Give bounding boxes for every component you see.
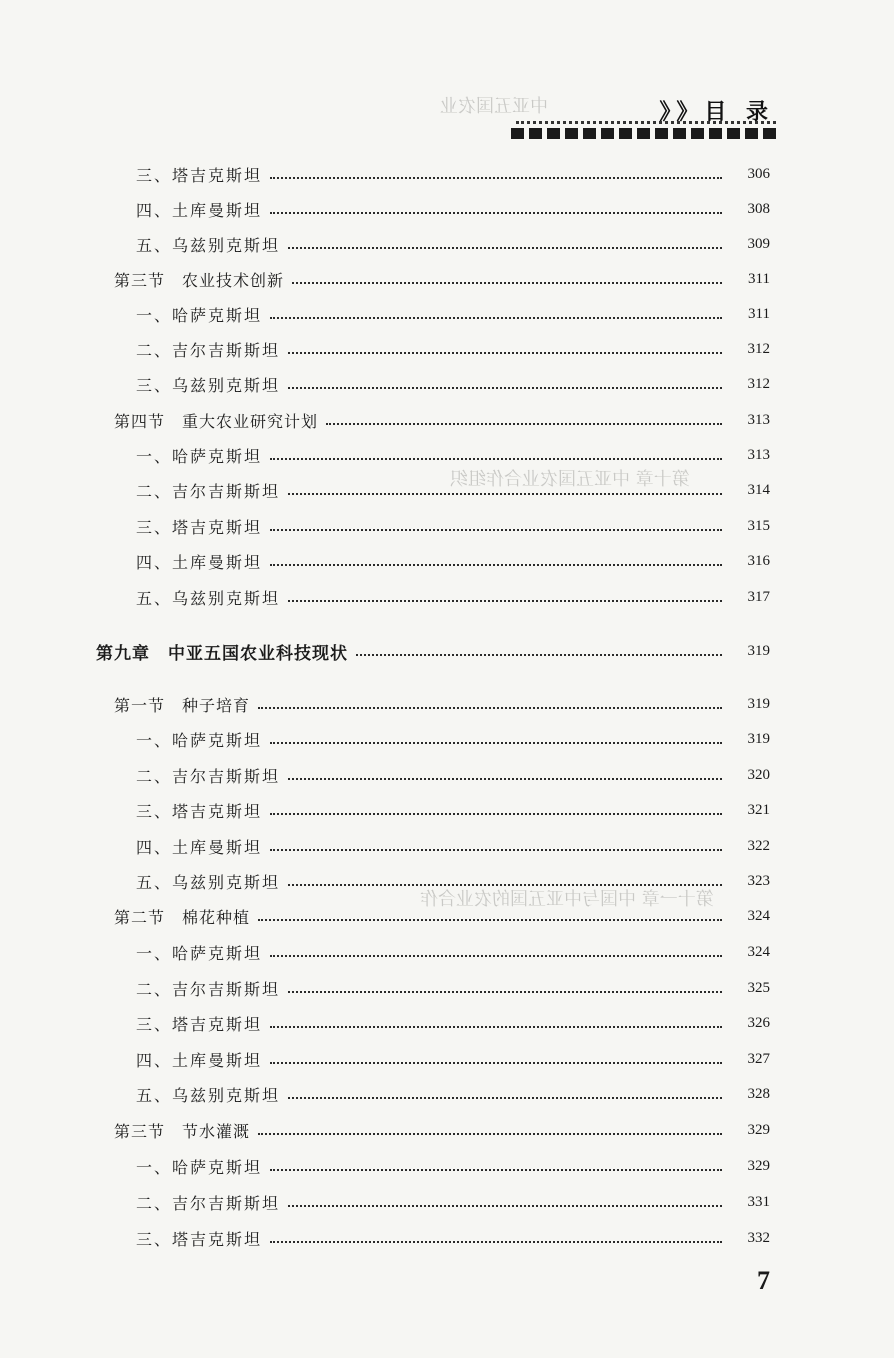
bleed-through-text: 第十章 中亚五国农业合作组织 — [450, 469, 690, 490]
toc-sub-entry — [0, 300, 894, 328]
dot-leader — [288, 778, 722, 780]
toc-entry-page: 313 — [747, 446, 770, 463]
header-title: 》》目 录 — [659, 100, 774, 125]
toc-entry-title: 三、塔吉克斯坦 — [136, 1014, 263, 1034]
toc-sub-entry — [0, 195, 894, 223]
dot-leader — [288, 991, 722, 993]
running-header — [659, 95, 774, 126]
dot-leader — [270, 849, 722, 851]
toc-sub-entry — [0, 583, 894, 611]
dot-leader — [270, 177, 722, 179]
toc-entry-title: 第一节 种子培育 — [114, 695, 251, 715]
dot-leader — [288, 493, 722, 495]
toc-entry-title: 一、哈萨克斯坦 — [136, 446, 263, 466]
toc-entry-page: 331 — [747, 1193, 770, 1210]
bleed-through-text: 中亚五国农业 — [440, 96, 548, 117]
toc-entry-page: 308 — [747, 200, 770, 217]
dot-leader — [288, 1205, 722, 1207]
toc-entry-page: 324 — [747, 943, 770, 960]
toc-sub-entry — [0, 1188, 894, 1216]
toc-entry-page: 306 — [747, 165, 770, 182]
toc-entry-title: 四、土库曼斯坦 — [136, 200, 263, 220]
toc-sub-entry — [0, 230, 894, 258]
toc-sub-entry — [0, 441, 894, 469]
toc-entry-title: 一、哈萨克斯坦 — [136, 730, 263, 750]
toc-entry-page: 309 — [747, 235, 770, 252]
toc-sub-entry — [0, 476, 894, 504]
dot-leader — [270, 742, 722, 744]
dot-leader — [292, 282, 722, 284]
toc-entry-page: 312 — [747, 375, 770, 392]
toc-entry-title: 二、吉尔吉斯斯坦 — [136, 979, 281, 999]
toc-entry-page: 328 — [747, 1085, 770, 1102]
toc-section-entry — [0, 265, 894, 293]
dot-leader — [258, 707, 722, 709]
dot-leader — [356, 654, 722, 656]
toc-sub-entry — [0, 1045, 894, 1073]
toc-sub-entry — [0, 335, 894, 363]
dot-leader — [270, 1241, 722, 1243]
toc-entry-page: 315 — [747, 517, 770, 534]
toc-entry-title: 三、塔吉克斯坦 — [136, 517, 263, 537]
dot-leader — [270, 955, 722, 957]
toc-entry-title: 第二节 棉花种植 — [114, 907, 251, 927]
toc-entry-title: 三、塔吉克斯坦 — [136, 165, 263, 185]
toc-entry-page: 314 — [747, 481, 770, 498]
toc-sub-entry — [0, 867, 894, 895]
toc-entry-page: 322 — [747, 837, 770, 854]
toc-entry-page: 329 — [747, 1157, 770, 1174]
toc-entry-title: 一、哈萨克斯坦 — [136, 1157, 263, 1177]
dot-leader — [270, 458, 722, 460]
toc-entry-title: 四、土库曼斯坦 — [136, 1050, 263, 1070]
bleed-through-text: 第十一章 中国与中亚五国的农业合作 — [420, 889, 714, 910]
toc-entry-title: 四、土库曼斯坦 — [136, 552, 263, 572]
toc-entry-page: 319 — [747, 730, 770, 747]
toc-entry-title: 五、乌兹别克斯坦 — [136, 1085, 281, 1105]
toc-entry-page: 311 — [748, 270, 770, 287]
toc-sub-entry — [0, 938, 894, 966]
toc-entry-title: 四、土库曼斯坦 — [136, 837, 263, 857]
dot-leader — [270, 1062, 722, 1064]
toc-entry-page: 324 — [747, 907, 770, 924]
toc-section-entry — [0, 1116, 894, 1144]
toc-sub-entry — [0, 547, 894, 575]
dot-leader — [288, 387, 722, 389]
dot-leader — [288, 352, 722, 354]
toc-entry-title: 一、哈萨克斯坦 — [136, 305, 263, 325]
toc-entry-title: 第九章 中亚五国农业科技现状 — [96, 643, 348, 664]
toc-sub-entry — [0, 725, 894, 753]
toc-entry-title: 五、乌兹别克斯坦 — [136, 588, 281, 608]
toc-section-entry — [0, 406, 894, 434]
toc-entry-page: 327 — [747, 1050, 770, 1067]
toc-sub-entry — [0, 160, 894, 188]
toc-entry-title: 第四节 重大农业研究计划 — [114, 411, 319, 431]
toc-entry-title: 第三节 农业技术创新 — [114, 270, 285, 290]
toc-entry-page: 323 — [747, 872, 770, 889]
dot-leader — [288, 247, 722, 249]
toc-sub-entry — [0, 1152, 894, 1180]
toc-entry-page: 311 — [748, 305, 770, 322]
toc-entry-page: 317 — [747, 588, 770, 605]
toc-sub-entry — [0, 512, 894, 540]
toc-sub-entry — [0, 1080, 894, 1108]
toc-entry-page: 326 — [747, 1014, 770, 1031]
toc-section-entry — [0, 690, 894, 718]
toc-entry-title: 二、吉尔吉斯斯坦 — [136, 766, 281, 786]
dot-leader — [270, 1026, 722, 1028]
toc-sub-entry — [0, 370, 894, 398]
dot-leader — [258, 1133, 722, 1135]
toc-sub-entry — [0, 1224, 894, 1252]
dot-leader — [270, 813, 722, 815]
dot-leader — [288, 884, 722, 886]
toc-entry-page: 320 — [747, 766, 770, 783]
header-block-rule — [511, 128, 776, 139]
toc-entry-title: 二、吉尔吉斯斯坦 — [136, 340, 281, 360]
toc-entry-page: 325 — [747, 979, 770, 996]
toc-entry-title: 一、哈萨克斯坦 — [136, 943, 263, 963]
toc-sub-entry — [0, 761, 894, 789]
toc-sub-entry — [0, 796, 894, 824]
toc-entry-page: 332 — [747, 1229, 770, 1246]
dot-leader — [270, 212, 722, 214]
dot-leader — [326, 423, 722, 425]
toc-entry-page: 321 — [747, 801, 770, 818]
toc-sub-entry — [0, 1009, 894, 1037]
toc-entry-page: 329 — [747, 1121, 770, 1138]
header-dotted-rule — [516, 121, 776, 124]
dot-leader — [270, 529, 722, 531]
toc-sub-entry — [0, 832, 894, 860]
toc-entry-page: 313 — [747, 411, 770, 428]
toc-sub-entry — [0, 974, 894, 1002]
dot-leader — [270, 1169, 722, 1171]
dot-leader — [270, 317, 722, 319]
dot-leader — [258, 919, 722, 921]
toc-entry-title: 三、乌兹别克斯坦 — [136, 375, 281, 395]
toc-entry-page: 319 — [747, 642, 770, 659]
toc-entry-title: 五、乌兹别克斯坦 — [136, 235, 281, 255]
dot-leader — [270, 564, 722, 566]
toc-entry-page: 319 — [747, 695, 770, 712]
dot-leader — [288, 1097, 722, 1099]
toc-entry-title: 三、塔吉克斯坦 — [136, 1229, 263, 1249]
toc-chapter-entry — [0, 637, 894, 665]
dot-leader — [288, 600, 722, 602]
toc-entry-title: 二、吉尔吉斯斯坦 — [136, 481, 281, 501]
toc-entry-page: 312 — [747, 340, 770, 357]
toc-entry-title: 五、乌兹别克斯坦 — [136, 872, 281, 892]
toc-entry-title: 第三节 节水灌溉 — [114, 1121, 251, 1141]
toc-entry-title: 二、吉尔吉斯斯坦 — [136, 1193, 281, 1213]
toc-section-entry — [0, 902, 894, 930]
page-number: 7 — [757, 1266, 770, 1295]
toc-entry-title: 三、塔吉克斯坦 — [136, 801, 263, 821]
toc-entry-page: 316 — [747, 552, 770, 569]
